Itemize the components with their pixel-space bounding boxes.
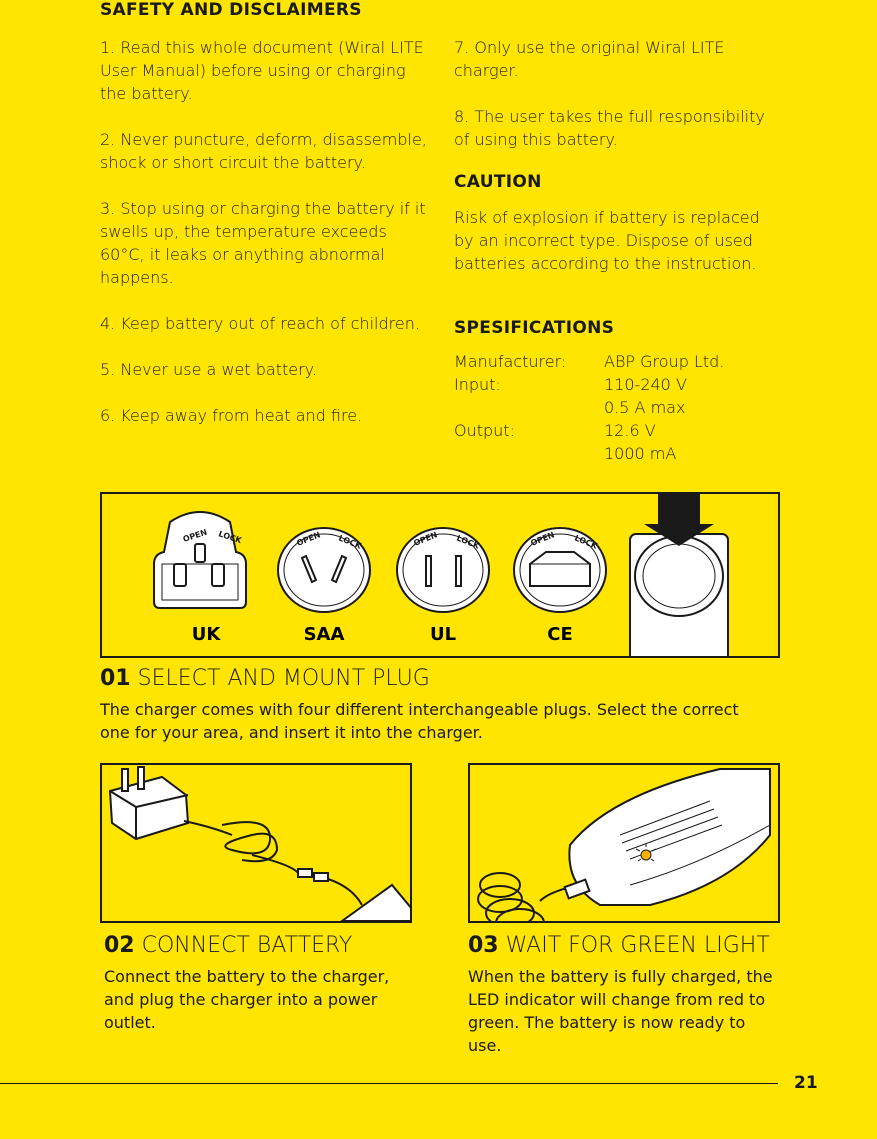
footer-divider (0, 1083, 778, 1084)
connect-battery-illustration (100, 763, 412, 923)
step-title: CONNECT BATTERY (141, 933, 353, 958)
list-item: 5. Never use a wet battery. (100, 360, 317, 379)
step-number: 01 (100, 666, 131, 691)
lock-label: LOCK (337, 533, 363, 551)
plug-label-ul: UL (429, 624, 457, 645)
charger-cable-figure (102, 765, 410, 921)
step-title: WAIT FOR GREEN LIGHT (505, 933, 770, 958)
lock-label: LOCK (455, 533, 481, 551)
spec-label (454, 442, 604, 465)
safety-list-left (100, 36, 430, 427)
step-number: 02 (104, 933, 135, 958)
step-number: 03 (468, 933, 499, 958)
spec-value: 0.5 A max (604, 398, 686, 417)
open-label: OPEN (295, 530, 322, 548)
lock-label: LOCK (573, 533, 599, 551)
step-description: When the battery is fully charged, the LED indicator will change from red to green. The battery is now ready to use. (468, 967, 773, 1055)
lock-label: LOCK (217, 529, 243, 546)
charger-body-icon (569, 769, 770, 905)
caution-text: Risk of explosion if battery is replaced by an incorrect type. Dispose of used batteries according to the instruction. (454, 208, 760, 273)
charger-socket-icon (630, 534, 728, 656)
spec-row (454, 419, 774, 442)
spec-label: Output: (454, 421, 515, 440)
plug-illustration (100, 492, 780, 658)
step-01 (100, 666, 780, 744)
spec-value: 12.6 V (604, 421, 656, 440)
safety-list-right (454, 36, 774, 151)
plug-label-uk: UK (191, 624, 221, 645)
list-item: 1. Read this whole document (Wiral LITE User Manual) before using or charging the battery. (100, 38, 424, 103)
list-item: 4. Keep battery out of reach of children. (100, 314, 420, 333)
safety-heading: SAFETY AND DISCLAIMERS (100, 0, 362, 20)
battery-icon (342, 885, 410, 921)
spec-value: ABP Group Ltd. (604, 352, 725, 371)
list-item: 3. Stop using or charging the battery if it swells up, the temperature exceeds 60°C, it leaks or anything abnormal happens. (100, 199, 426, 287)
plug-label-saa: SAA (303, 624, 345, 645)
step-title: SELECT AND MOUNT PLUG (137, 666, 430, 691)
specs-table (454, 350, 774, 465)
list-item: 8. The user takes the full responsibility of using this battery. (454, 107, 765, 149)
caution-section (454, 172, 774, 275)
step-heading (104, 933, 414, 959)
list-item: 6. Keep away from heat and fire. (100, 406, 363, 425)
spec-label (454, 396, 604, 419)
spec-row (454, 373, 774, 396)
spec-value: 110-240 V (604, 375, 687, 394)
plugs-figure (102, 494, 778, 656)
step-02 (104, 933, 414, 1034)
spec-label: Input: (454, 375, 501, 394)
list-item: 7. Only use the original Wiral LITE charger. (454, 38, 725, 80)
specs-section (454, 318, 774, 465)
open-label: OPEN (412, 530, 439, 548)
open-label: OPEN (181, 527, 209, 544)
spec-value: 1000 mA (604, 444, 677, 463)
charger-led-figure (470, 765, 778, 921)
page-number: 21 (794, 1073, 818, 1093)
green-light-illustration (468, 763, 780, 923)
step-heading (100, 666, 780, 692)
spec-label: Manufacturer: (454, 352, 567, 371)
step-description: The charger comes with four different interchangeable plugs. Select the correct one for your area, and insert it into the charger. (100, 700, 739, 742)
spec-row (454, 442, 774, 465)
open-label: OPEN (529, 530, 556, 548)
plug-label-ce: CE (547, 624, 573, 645)
caution-heading: CAUTION (454, 172, 542, 192)
list-item: 2. Never puncture, deform, disassemble, shock or short circuit the battery. (100, 130, 427, 172)
uk-plug-icon (154, 512, 246, 608)
spec-row (454, 396, 774, 419)
safety-section (100, 0, 430, 427)
specs-heading: SPESIFICATIONS (454, 318, 615, 338)
step-03 (468, 933, 788, 1057)
step-description: Connect the battery to the charger, and plug the charger into a power outlet. (104, 967, 390, 1032)
spec-row (454, 350, 774, 373)
step-heading (468, 933, 788, 959)
